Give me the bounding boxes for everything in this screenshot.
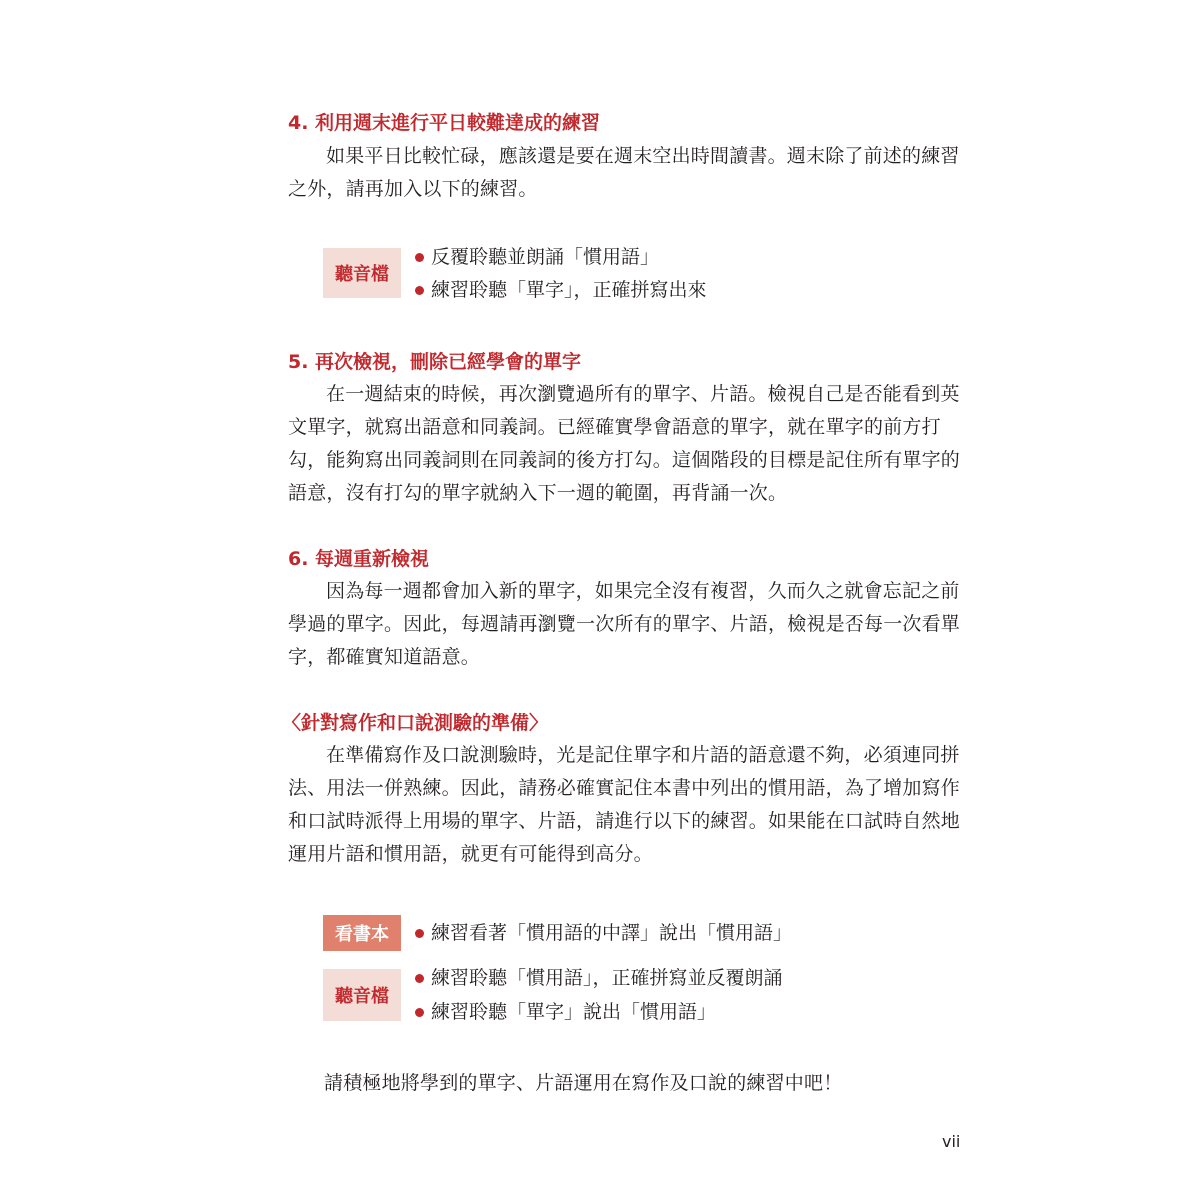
practice-bullet: [415, 278, 707, 302]
bullet-dot-icon: [415, 253, 424, 262]
bullet-text: 練習聆聽「單字」，正確拼寫出來: [431, 279, 707, 301]
body-line: 在準備寫作及口說測驗時，光是記住單字和片語的語意還不夠，必須連同拼: [326, 744, 960, 766]
section-6-body: [288, 575, 961, 674]
page-number: vii: [942, 1132, 961, 1151]
writing-speaking-heading: 〈針對寫作和口說測驗的準備〉: [282, 712, 549, 734]
body-line: 運用片語和慣用語，就更有可能得到高分。: [288, 843, 653, 865]
body-line: 勾，能夠寫出同義詞則在同義詞的後方打勾。這個階段的目標是記住所有單字的: [288, 449, 961, 471]
bullet-text: 練習聆聽「單字」說出「慣用語」: [431, 1001, 717, 1023]
read-book-tag: 看書本: [323, 915, 401, 951]
body-line: 和口試時派得上用場的單字、片語，請進行以下的練習。如果能在口試時自然地: [288, 810, 961, 832]
body-line: 在一週結束的時候，再次瀏覽過所有的單字、片語。檢視自己是否能看到英: [326, 383, 960, 405]
body-line: 學過的單字。因此，每週請再瀏覽一次所有的單字、片語，檢視是否每一次看單: [288, 613, 961, 635]
listen-audio-tag: 聽音檔: [323, 248, 401, 298]
practice-bullet: [415, 245, 659, 269]
section-6-heading: 6. 每週重新檢視: [288, 548, 430, 570]
bullet-dot-icon: [415, 286, 424, 295]
bullet-text: 反覆聆聽並朗誦「慣用語」: [431, 246, 660, 268]
section-5-body: [288, 378, 961, 510]
body-line: 語意，沒有打勾的單字就納入下一週的範圍，再背誦一次。: [288, 482, 788, 504]
body-line: 如果平日比較忙碌，應該還是要在週末空出時間讀書。週末除了前述的練習: [326, 145, 960, 167]
body-line: 之外，請再加入以下的練習。: [288, 178, 538, 200]
bullet-text: 練習聆聽「慣用語」，正確拼寫並反覆朗誦: [431, 967, 783, 989]
bullet-dot-icon: [415, 1008, 424, 1017]
practice-bullet: [415, 1000, 716, 1024]
section-5-heading: 5. 再次檢視，刪除已經學會的單字: [288, 351, 582, 373]
body-line: 因為每一週都會加入新的單字，如果完全沒有複習，久而久之就會忘記之前: [326, 580, 960, 602]
section-4-body: [288, 140, 960, 206]
bullet-dot-icon: [415, 974, 424, 983]
bullet-text: 練習看著「慣用語的中譯」說出「慣用語」: [431, 922, 793, 944]
practice-bullet: [415, 966, 783, 990]
listen-audio-tag: 聽音檔: [323, 969, 401, 1021]
practice-bullet: [415, 921, 792, 945]
section-4-heading: 4. 利用週末進行平日較難達成的練習: [288, 112, 601, 134]
closing-sentence: 請積極地將學到的單字、片語運用在寫作及口說的練習中吧！: [324, 1072, 843, 1094]
body-line: 法、用法一併熟練。因此，請務必確實記住本書中列出的慣用語，為了增加寫作: [288, 777, 961, 799]
writing-speaking-body: [288, 739, 961, 871]
bullet-dot-icon: [415, 929, 424, 938]
body-line: 文單字，就寫出語意和同義詞。已經確實學會語意的單字，就在單字的前方打: [288, 416, 941, 438]
body-line: 字，都確實知道語意。: [288, 646, 481, 668]
